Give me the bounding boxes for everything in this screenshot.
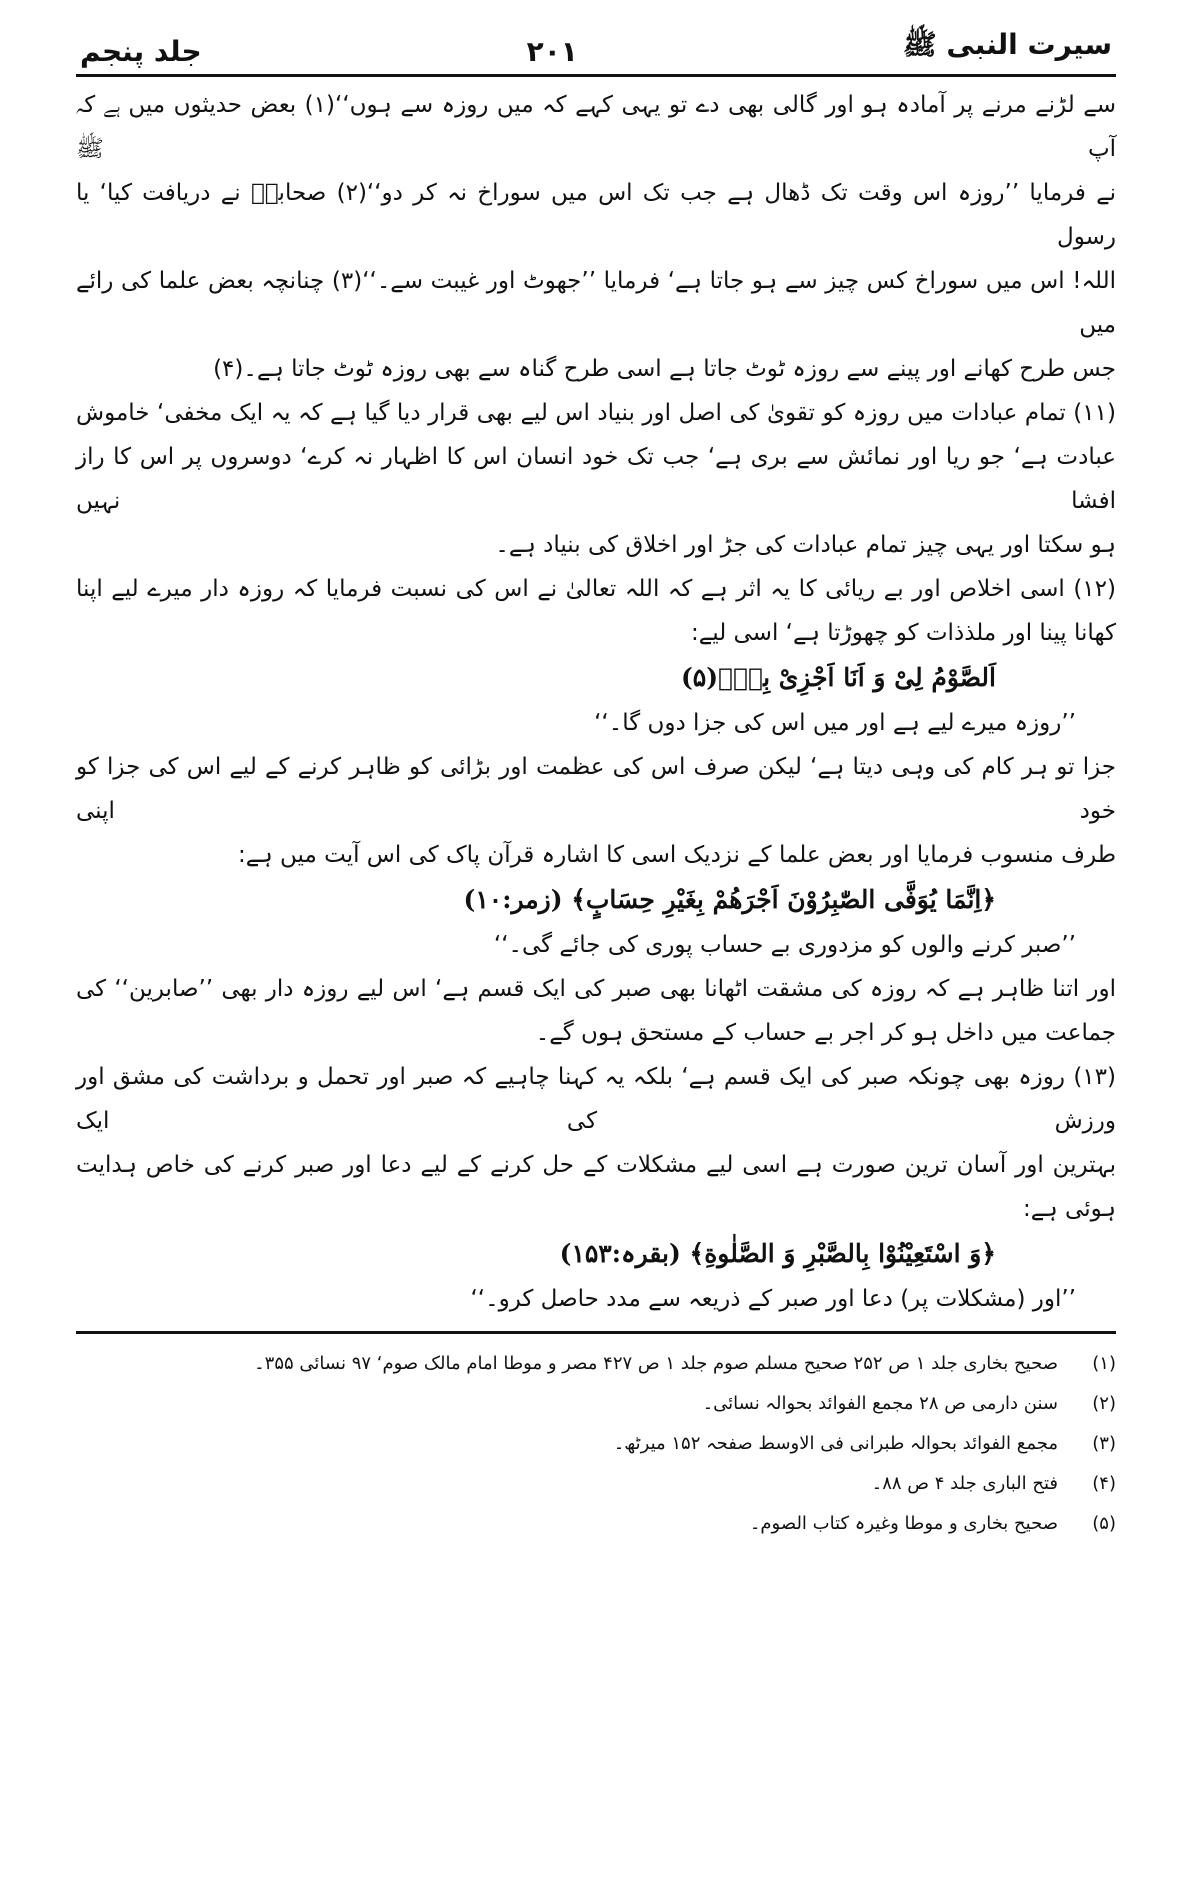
quran-verse: ﴿اِنَّمَا یُوَفَّی الصّٰبِرُوْنَ اَجْرَهُمْ بِغَیْرِ حِسَابٍ﴾ (زمر:۱۰) [463,885,996,914]
book-title: سیرت النبی ﷺ [902,28,1112,61]
body-line: کھانا پینا اور ملذذات کو چھوڑتا ہے‘ اسی لیے: [691,620,1116,646]
translation-line: ’’صبر کرنے والوں کو مزدوری بے حساب پوری کی جائے گی۔‘‘ [493,932,1076,958]
translation-line: ’’اور (مشکلات پر) دعا اور صبر کے ذریعہ سے مدد حاصل کرو۔‘‘ [470,1286,1076,1312]
footnote [76,1504,1116,1544]
footnotes [76,1334,1116,1544]
body-line: ہو سکتا اور یہی چیز تمام عبادات کی جڑ اور اخلاق کی بنیاد ہے۔ [495,532,1116,558]
body-line: طرف منسوب فرمایا اور بعض علما کے نزدیک اسی کا اشارہ قرآن پاک کی اس آیت میں ہے: [238,842,1116,868]
body-line: جماعت میں داخل ہو کر اجر بے حساب کے مستحق ہوں گے۔ [535,1020,1116,1046]
footnote-text: فتح الباری جلد ۴ ص ۸۸۔ [871,1473,1058,1494]
footnote [76,1384,1116,1424]
running-header [76,28,1116,74]
page-number: ۲۰۱ [526,35,578,68]
body-line: جزا تو ہر کام کی وہی دیتا ہے‘ لیکن صرف اس کی عظمت اور بڑائی کو ظاہر کرنے کے لیے اس کی جزا کو خود اپنی [76,754,1116,824]
footnote-text: صحیح بخاری و موطا وغیرہ کتاب الصوم۔ [749,1513,1058,1534]
footnote-number: (۵) [1092,1513,1116,1534]
footnote [76,1464,1116,1504]
volume-label: جلد پنجم [80,35,202,68]
body-line: اللہ! اس میں سوراخ کس چیز سے ہو جاتا ہے‘ فرمایا ’’جھوٹ اور غیبت سے۔‘‘(۳) چنانچہ بعض علما کی رائے میں [76,268,1116,338]
footnote-number: (۳) [1092,1433,1116,1454]
footnote [76,1424,1116,1464]
body-line: اور اتنا ظاہر ہے کہ روزہ کی مشقت اٹھانا بھی صبر کی ایک قسم ہے‘ اس لیے روزہ دار بھی ’’صابرین‘‘ کی [76,976,1116,1002]
hadith-quote: اَلصَّوْمُ لِیْ وَ اَنَا اَجْزِیْ بِهٖ۔(۵) [680,663,996,692]
body-line: عبادت ہے‘ جو ریا اور نمائش سے بری ہے‘ جب تک خود انسان اس کا اظہار نہ کرے‘ دوسروں پر اس کا راز افشا نہیں [76,444,1116,514]
body-line: سے لڑنے مرنے پر آمادہ ہو اور گالی بھی دے تو یہی کہے کہ میں روزہ سے ہوں‘‘(۱) بعض حدیثوں میں ہے کہ آپ ﷺ [76,92,1116,162]
footnote-text: سنن دارمی ص ۲۸ مجمع الفوائد بحوالہ نسائی۔ [702,1393,1058,1414]
footnote [76,1344,1116,1384]
footnote-text: صحیح بخاری جلد ۱ ص ۲۵۲ صحیح مسلم صوم جلد ۱ ص ۴۲۷ مصر و موطا امام مالک صوم‘ ۹۷ نسائی ۳۵۵۔ [254,1353,1058,1374]
footnote-number: (۲) [1092,1393,1116,1414]
paragraph-12-line: (۱۲) اسی اخلاص اور بے ریائی کا یہ اثر ہے کہ اللہ تعالیٰ نے اس کی نسبت فرمایا کہ روزہ دار میرے لیے اپنا [76,576,1116,602]
quran-verse: ﴿وَ اسْتَعِیْنُوْا بِالصَّبْرِ وَ الصَّلٰوةِ﴾ (بقرہ:۱۵۳) [559,1239,996,1268]
footnote-text: مجمع الفوائد بحوالہ طبرانی فی الاوسط صفحہ ۱۵۲ میرٹھ۔ [613,1433,1058,1454]
body-line: بہترین اور آسان ترین صورت ہے اسی لیے مشکلات کے حل کرنے کے لیے دعا اور صبر کرنے کی خاص ہدایت [76,1152,1116,1178]
footnote-number: (۴) [1092,1473,1116,1494]
paragraph-11-line: (۱۱) تمام عبادات میں روزہ کو تقویٰ کی اصل اور بنیاد اس لیے بھی قرار دیا گیا ہے کہ یہ ایک مخفی‘ خاموش [76,400,1116,426]
paragraph-13-line: (۱۳) روزہ بھی چونکہ صبر کی ایک قسم ہے‘ بلکہ یہ کہنا چاہیے کہ صبر اور تحمل و برداشت کی مشق اور ورزش کی ایک [76,1064,1116,1134]
footnote-number: (۱) [1092,1353,1116,1374]
page-body [76,77,1116,1321]
body-line: ہوئی ہے: [1023,1196,1116,1222]
body-line: جس طرح کھانے اور پینے سے روزہ ٹوٹ جاتا ہے اسی طرح گناہ سے بھی روزہ ٹوٹ جاتا ہے۔(۴) [213,356,1116,382]
book-page [76,0,1116,1544]
body-line: نے فرمایا ’’روزہ اس وقت تک ڈھال ہے جب تک اس میں سوراخ نہ کر دو‘‘(۲) صحابہؓ نے دریافت کیا‘ یا رسول [76,180,1116,250]
translation-line: ’’روزہ میرے لیے ہے اور میں اس کی جزا دوں گا۔‘‘ [594,710,1076,736]
